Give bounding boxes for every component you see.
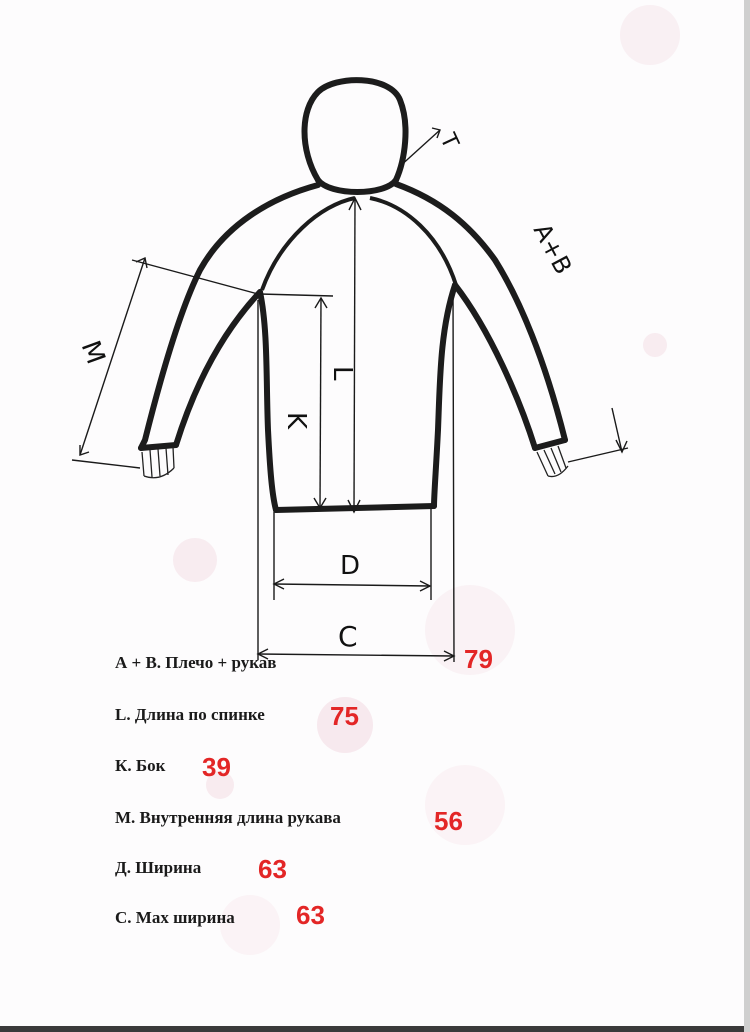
measurement-row — [115, 698, 265, 732]
measurement-row — [115, 749, 165, 783]
scan-edge-bottom — [0, 1026, 750, 1032]
measurement-row — [115, 901, 235, 935]
measurement-label: К. Бок — [115, 756, 166, 775]
letter-side: K — [281, 412, 311, 430]
measurement-label: А + В. Плечо + рукав — [115, 653, 277, 672]
measurement-label: L. Длина по спинке — [115, 705, 265, 724]
measurement-row — [115, 851, 201, 885]
letter-neck: T — [434, 129, 463, 153]
measurement-value: 75 — [330, 701, 359, 731]
measurement-label: М. Внутренняя длина рукава — [115, 808, 341, 827]
measurement-value: 63 — [296, 900, 325, 930]
letter-back-length: L — [327, 366, 357, 381]
letter-max-width: C — [338, 620, 358, 653]
scan-edge-right — [744, 0, 750, 1032]
measurement-label: Д. Ширина — [115, 858, 202, 877]
letter-shoulder-sleeve: A+B — [527, 218, 578, 279]
measurement-value: 39 — [202, 752, 231, 782]
measurement-row — [115, 801, 341, 835]
letter-inner-sleeve: M — [74, 336, 111, 369]
measurement-value: 79 — [464, 644, 493, 674]
measurement-row — [115, 646, 276, 680]
measurement-value: 63 — [258, 854, 287, 884]
measurement-value: 56 — [434, 806, 463, 836]
measurement-label: С. Мах ширина — [115, 908, 235, 927]
letter-width: D — [340, 551, 361, 581]
